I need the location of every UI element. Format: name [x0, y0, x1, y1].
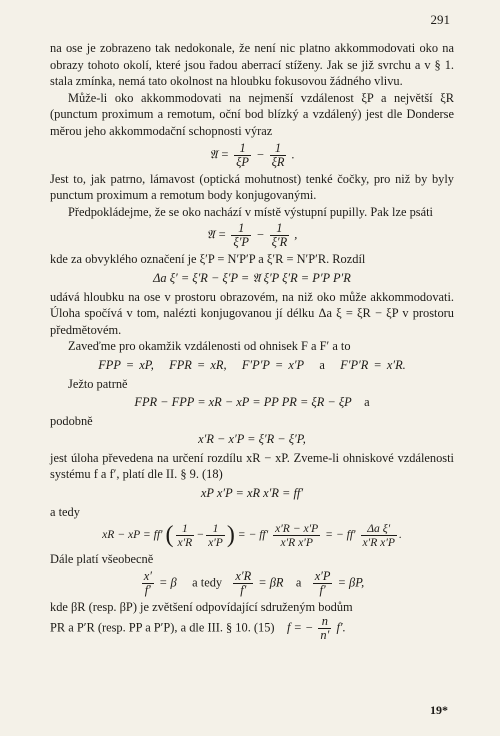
- paragraph: a tedy: [50, 504, 80, 519]
- paragraph: na ose je zobrazeno tak nedokonale, že není nic platno akkommodovati oko na obrazy tohoto okolí, které jsou řadou aberrací stíženy. Jak se již svrchu a v § 1. stala zmínka, nemá tato okolnost na hloubku fokusovou žádného vlivu.: [50, 41, 454, 89]
- equation-accommodation: [50, 142, 454, 169]
- eq-term: a tedy: [192, 575, 223, 590]
- eq-term: F′P′R = x′R.: [340, 357, 406, 372]
- eq-term: PR a P′R (resp. PP a P′P), a dle III. § 10. (15): [50, 620, 275, 635]
- paragraph: Může-li oko akkommodovati na nejmenší vzdálenost ξP a největší ξR (punctum proximum a remotum, oční bod blízký a vzdálený) jest dle Donderse měrou jeho akkommodační schopnosti výraz: [50, 90, 454, 138]
- fraction: $\frac{1}{x'P}$: [208, 522, 223, 550]
- eq-term: = βP,: [337, 575, 365, 590]
- eq-term: −: [256, 227, 265, 242]
- eq-term: f = −: [286, 620, 314, 635]
- eq-term: FPP = xP,: [98, 357, 154, 372]
- equation-object-difference: [50, 394, 454, 411]
- eq-term: = − ff′: [237, 528, 269, 542]
- fraction: $\frac{x'}{f'}$: [143, 568, 152, 597]
- page-body: [50, 40, 454, 642]
- page-number: 291: [430, 12, 450, 27]
- fraction: $\frac{1}{\xi'R}$: [271, 221, 288, 250]
- fraction: $\frac{x'R - x'P}{\text{x′R x′P}}$: [275, 522, 319, 550]
- eq-term: −: [256, 146, 265, 161]
- equation-focal-distances: [50, 357, 454, 374]
- eq-term: FPR − FPP = xR − xP = PP PR = ξR − ξP: [134, 395, 352, 410]
- eq-term: xR − xP = ff′: [102, 528, 163, 542]
- equation-accommodation-image: [50, 222, 454, 249]
- eq-term: .: [398, 528, 402, 542]
- eq-term: 𝔄 =: [206, 227, 227, 242]
- eq-term: = β: [159, 575, 177, 590]
- paragraph: udává hloubku na ose v prostoru obrazovém, na niž oko může akkommodovati. Úloha spočívá v tom, nalézti konjugovanou jí délku Δa ξ = ξR − ξP v prostoru předmětovém.: [50, 289, 454, 337]
- last-line: [50, 615, 454, 642]
- paragraph: Zaveďme pro okamžik vzdálenosti od ohnisek F a F′ a to: [68, 339, 351, 354]
- equation-depth: Δa ξ′ = ξ′R − ξ′P = 𝔄 ξ′P ξ′R = P′P P′R: [153, 270, 351, 285]
- fraction: $\frac{1}{\xi P}$: [236, 140, 249, 169]
- signature-mark: 19*: [430, 703, 448, 717]
- paren-open: (: [165, 522, 174, 549]
- eq-term: f′.: [336, 620, 346, 635]
- paragraph: jest úloha převedena na určení rozdílu xR − xP. Zveme-li ohniskové vzdálenosti systému f a f′, platí dle II. § 9. (18): [50, 450, 454, 482]
- eq-term: a: [295, 575, 302, 590]
- eq-term: .: [291, 146, 295, 161]
- paragraph: kde βR (resp. βP) je zvětšení odpovídající sdruženým bodům: [50, 599, 353, 614]
- fraction: $\frac{1}{\xi'P}$: [233, 221, 249, 250]
- paragraph: Ježto patrně: [68, 376, 128, 391]
- equation-magnification: [50, 570, 454, 597]
- paragraph: Jest to, jak patrno, lámavost (optická mohutnost) tenké čočky, pro niž by byly punctum proximum a remotum body konjugovanými.: [50, 171, 454, 203]
- paragraph: Dále platí všeobecně: [50, 552, 154, 567]
- equation-newton: xP x′P = xR x′R = ff′: [200, 486, 304, 501]
- eq-term: = βR: [258, 575, 284, 590]
- equation-image-difference: x′R − x′P = ξ′R − ξ′P,: [198, 432, 306, 447]
- equation-difference-derivation: [50, 522, 454, 549]
- eq-term: = − ff′: [325, 528, 356, 542]
- eq-term: ,: [294, 227, 298, 242]
- eq-term: −: [196, 528, 205, 542]
- eq-term: 𝔄 =: [209, 146, 229, 161]
- fraction: $\frac{\text{Δa ξ′}}{\text{x′R x′P}}$: [362, 522, 395, 550]
- eq-term: F′P′P = x′P: [241, 357, 305, 372]
- eq-term: FPR = xR,: [169, 357, 227, 372]
- fraction: $\frac{1}{\xi R}$: [271, 140, 285, 169]
- fraction: $\frac{x'R}{f'}$: [235, 568, 252, 597]
- fraction: $\frac{n}{n'}$: [320, 614, 330, 643]
- paragraph: Předpokládejme, že se oko nachází v místě výstupní pupilly. Pak lze psáti: [68, 204, 433, 219]
- paragraph: podobně: [50, 413, 93, 428]
- fraction: $\frac{x'P}{f'}$: [314, 568, 331, 597]
- paragraph: kde za obvyklého označení je ξ′P = N′P′P a ξ′R = N′P′R. Rozdíl: [50, 252, 366, 267]
- paren-close: ): [226, 522, 235, 549]
- eq-term: a: [364, 395, 370, 410]
- fraction: $\frac{1}{x'R}$: [177, 522, 193, 550]
- eq-term: a: [319, 357, 325, 372]
